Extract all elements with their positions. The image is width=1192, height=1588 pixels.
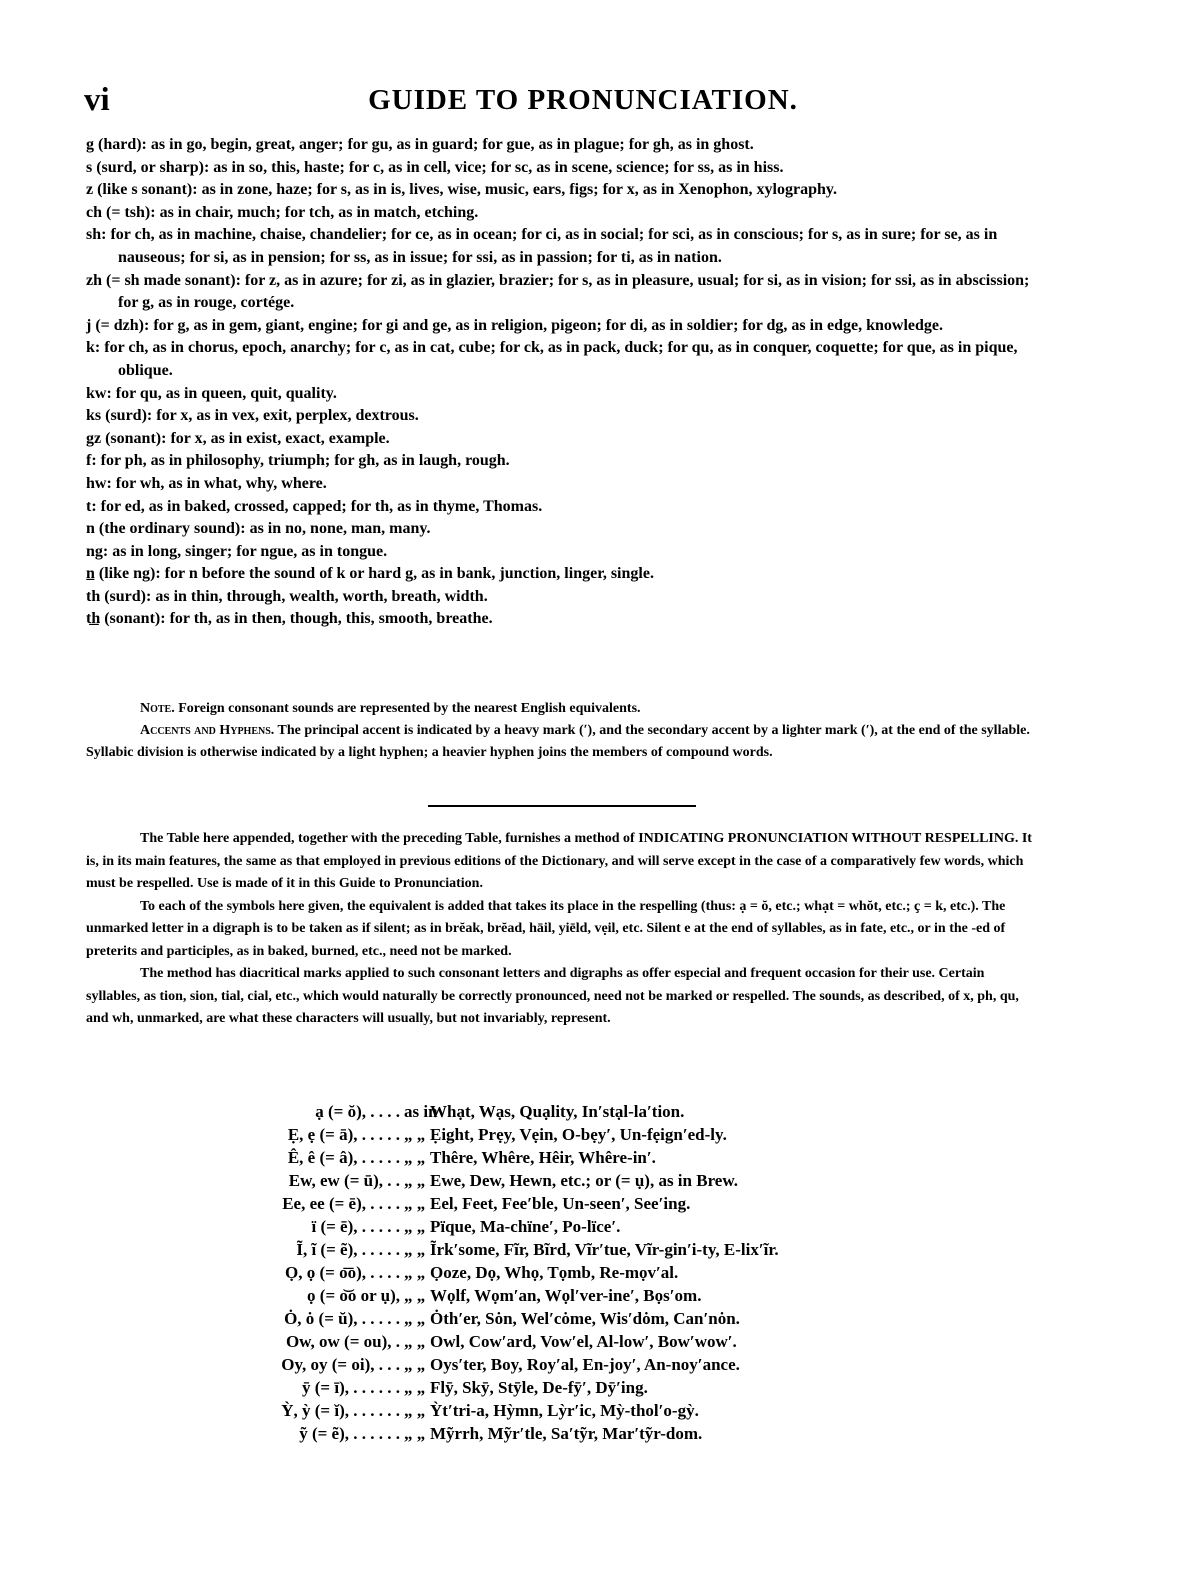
vowel-examples: Oys′ter, Boy, Roy′al, En-joy′, An-noy′ance. xyxy=(430,1355,740,1374)
rule-key: t: xyxy=(86,497,97,515)
vowel-symbol: ï (= ē), . . . . . xyxy=(311,1217,400,1236)
vowel-ditto: „ „ xyxy=(404,1240,426,1259)
vowel-row xyxy=(190,1307,970,1330)
rule-key: ks (surd): xyxy=(86,407,153,425)
vowel-ditto: „ „ xyxy=(404,1171,426,1190)
vowel-symbol: ạ (= ŏ), . . . . xyxy=(315,1102,400,1121)
vowel-examples: Owl, Cow′ard, Vow′el, Al-low′, Bow′wow′. xyxy=(430,1332,737,1351)
rule-key: ng: xyxy=(86,542,109,560)
rule-key: sh: xyxy=(86,226,107,244)
vowel-table xyxy=(190,1100,970,1445)
rule-key: ch (= tsh): xyxy=(86,203,156,221)
rule-item xyxy=(86,270,1041,315)
vowel-row xyxy=(190,1238,970,1261)
rule-text: for ed, as in baked, crossed, capped; for th, as in thyme, Thomas. xyxy=(100,497,543,515)
vowel-examples: Ȯth′er, Sȯn, Wel′cȯme, Wis′dȯm, Can′nȯn. xyxy=(430,1309,740,1328)
consonant-rules xyxy=(86,134,1041,631)
rule-text: for x, as in vex, exit, perplex, dextrous. xyxy=(156,407,419,425)
vowel-row xyxy=(190,1399,970,1422)
accents-label: Accents and Hyphens. xyxy=(140,723,275,738)
vowel-row xyxy=(190,1169,970,1192)
intro-section xyxy=(86,828,1038,1031)
vowel-examples: Ẹight, Prẹy, Vẹin, O-bẹy′, Un-fẹign′ed-ly. xyxy=(430,1125,727,1144)
rule-text: for wh, as in what, why, where. xyxy=(115,474,327,492)
vowel-ditto: „ „ xyxy=(404,1401,426,1420)
rule-item xyxy=(86,383,1041,406)
rule-key: hw: xyxy=(86,474,112,492)
rule-item xyxy=(86,315,1041,338)
rule-text: for x, as in exist, exact, example. xyxy=(170,429,390,447)
vowel-row xyxy=(190,1330,970,1353)
note-paragraph xyxy=(86,698,1038,720)
rule-text: as in long, singer; for ngue, as in tongue. xyxy=(112,542,388,560)
vowel-symbol: Oy, oy (= oi), . . . xyxy=(281,1355,400,1374)
vowel-symbol: Ẹ, ẹ (= ā), . . . . . xyxy=(287,1125,400,1144)
rule-item xyxy=(86,179,1041,202)
vowel-symbol: Ow, ow (= ou), . xyxy=(285,1332,400,1351)
vowel-examples: Pïque, Ma-chïne′, Po-lïce′. xyxy=(430,1217,621,1236)
vowel-ditto: „ „ xyxy=(404,1148,426,1167)
rule-item xyxy=(86,608,1041,631)
vowel-symbol: Ee, ee (= ē), . . . . xyxy=(282,1194,400,1213)
vowel-row xyxy=(190,1192,970,1215)
rule-key: zh (= sh made sonant): xyxy=(86,271,241,289)
rule-key: z (like s sonant): xyxy=(86,181,198,199)
vowel-ditto: „ „ xyxy=(404,1286,426,1305)
vowel-symbol: Ê, ê (= â), . . . . . xyxy=(287,1148,400,1167)
rule-item xyxy=(86,450,1041,473)
note-label: Note. xyxy=(140,701,175,716)
vowel-ditto: „ „ xyxy=(404,1125,426,1144)
rule-key: th (surd): xyxy=(86,587,152,605)
vowel-symbol: Ȯ, ȯ (= ŭ), . . . . . xyxy=(284,1309,400,1328)
vowel-symbol: ȳ (= ī), . . . . . . xyxy=(302,1378,400,1397)
section-divider xyxy=(428,805,696,807)
rule-text: for z, as in azure; for zi, as in glazier, brazier; for s, as in pleasure, usual; for si, as in vision; for ssi, as in abscission; for g, as in rouge, cortége. xyxy=(118,271,1030,312)
rule-key: f: xyxy=(86,452,97,470)
vowel-ditto: „ „ xyxy=(404,1424,426,1443)
vowel-examples: Ewe, Dew, Hewn, etc.; or (= ụ), as in Brew. xyxy=(430,1171,738,1190)
vowel-row xyxy=(190,1215,970,1238)
vowel-examples: Flȳ, Skȳ, Stȳle, De-fȳ′, Dȳ′ing. xyxy=(430,1378,648,1397)
vowel-row xyxy=(190,1422,970,1445)
rule-item xyxy=(86,428,1041,451)
vowel-ditto: „ „ xyxy=(404,1194,426,1213)
rule-item xyxy=(86,586,1041,609)
rule-text: for g, as in gem, giant, engine; for gi and ge, as in religion, pigeon; for di, as in soldier; for dg, as in edge, knowledge. xyxy=(153,316,943,334)
rule-item xyxy=(86,134,1041,157)
vowel-ditto: „ „ xyxy=(404,1309,426,1328)
vowel-row xyxy=(190,1376,970,1399)
rule-item xyxy=(86,405,1041,428)
vowel-symbol: Ew, ew (= ū), . . xyxy=(288,1171,400,1190)
rule-item xyxy=(86,563,1041,586)
rule-text: for ph, as in philosophy, triumph; for gh, as in laugh, rough. xyxy=(100,452,510,470)
vowel-symbol: Ĩ, ĩ (= ẽ), . . . . . xyxy=(296,1240,400,1259)
vowel-examples: Whạt, Wạs, Quạlity, In′stạl-la′tion. xyxy=(430,1102,685,1121)
rule-text: for th, as in then, though, this, smooth, breathe. xyxy=(169,610,493,628)
rule-key: n̲ (like ng): xyxy=(86,565,161,583)
vowel-symbol: Ỳ, ỳ (= ĭ), . . . . . . xyxy=(281,1401,400,1420)
rule-text: as in go, begin, great, anger; for gu, as in guard; for gue, as in plague; for gh, as in ghost. xyxy=(150,136,754,153)
rule-key: n (the ordinary sound): xyxy=(86,520,246,538)
vowel-symbol: Ọ, ọ (= o͞o), . . . . xyxy=(285,1263,400,1282)
rule-key: s (surd, or sharp): xyxy=(86,158,210,176)
vowel-ditto: as in xyxy=(404,1102,438,1121)
rule-key: t͟h (sonant): xyxy=(86,610,166,628)
vowel-examples: Ọoze, Dọ, Whọ, Tọmb, Re-mọv′al. xyxy=(430,1263,679,1282)
vowel-ditto: „ „ xyxy=(404,1263,426,1282)
rule-text: as in thin, through, wealth, worth, breath, width. xyxy=(155,587,488,605)
rule-text: as in so, this, haste; for c, as in cell, vice; for sc, as in scene, science; for ss, as in hiss. xyxy=(213,158,784,176)
vowel-examples: Thêre, Whêre, Hêir, Whêre-in′. xyxy=(430,1148,656,1167)
vowel-row xyxy=(190,1123,970,1146)
vowel-row xyxy=(190,1353,970,1376)
rule-item xyxy=(86,541,1041,564)
vowel-ditto: „ „ xyxy=(404,1332,426,1351)
rule-item xyxy=(86,496,1041,519)
rule-item xyxy=(86,224,1041,269)
rule-text: as in chair, much; for tch, as in match, etching. xyxy=(159,203,479,221)
rule-item xyxy=(86,157,1041,180)
rule-key: kw: xyxy=(86,384,112,402)
note-section xyxy=(86,698,1038,764)
rule-item xyxy=(86,473,1041,496)
rule-key: gz (sonant): xyxy=(86,429,167,447)
rule-text: for ch, as in chorus, epoch, anarchy; for c, as in cat, cube; for ck, as in pack, duck; for qu, as in conquer, coquette; for que, as in pique, oblique. xyxy=(104,339,1018,379)
vowel-examples: Mỹrrh, Mỹr′tle, Sa′tỹr, Mar′tỹr-dom. xyxy=(430,1424,703,1443)
rule-text: for n before the sound of k or hard g, as in bank, junction, linger, single. xyxy=(164,565,654,583)
vowel-examples: Ĩrk′some, Fĩr, Bĩrd, Vĩr′tue, Vĩr-gin′i-ty, E-lix′ĩr. xyxy=(430,1240,779,1259)
accents-paragraph xyxy=(86,720,1038,764)
page-number: vi xyxy=(84,82,110,118)
page-title: GUIDE TO PRONUNCIATION. xyxy=(368,84,798,116)
vowel-symbol: ỹ (= ẽ), . . . . . . xyxy=(299,1424,400,1443)
rule-key: g (hard): xyxy=(86,136,147,153)
intro-paragraph: The method has diacritical marks applied to such consonant letters and digraphs as offer especial and frequent occasion for their use. Certain syllables, as tion, sion, tial, cial, etc., which would naturally be correctly pronounced, need not be marked or respelled. The sounds, as described, of x, ph, qu, and wh, unmarked, are what these characters will usually, but not invariably, represent. xyxy=(86,966,1019,1026)
rule-key: k: xyxy=(86,339,101,357)
vowel-row xyxy=(190,1146,970,1169)
rule-text: as in zone, haze; for s, as in is, lives, wise, music, ears, figs; for x, as in Xenophon, xylography. xyxy=(201,181,837,199)
page-header xyxy=(84,82,1042,126)
vowel-symbol: ọ (= o͝o or ụ), xyxy=(307,1286,400,1305)
vowel-row xyxy=(190,1100,970,1123)
intro-paragraph: To each of the symbols here given, the equivalent is added that takes its place in the respelling (thus: ạ = ŏ, etc.; whạt = whŏt, etc.; ҫ = k, etc.). The unmarked letter in a digraph is to be taken as if silent; as in brĕak, brĕad, hāil, yiēld, vẹil, etc. Silent e at the end of syllables, as in fate, etc., or in the -ed of preterits and participles, as in baked, burned, etc., need not be marked. xyxy=(86,898,1006,959)
accents-text: The principal accent is indicated by a heavy mark (ʹ), and the secondary accent by a lighter mark (′), at the end of the syllable. Syllabic division is otherwise indicated by a light hyphen; a heavier hyphen joins the members of compound words. xyxy=(86,723,1030,760)
rule-text: for qu, as in queen, quit, quality. xyxy=(115,384,337,402)
vowel-row xyxy=(190,1261,970,1284)
vowel-ditto: „ „ xyxy=(404,1378,426,1397)
vowel-row xyxy=(190,1284,970,1307)
rule-text: for ch, as in machine, chaise, chandelier; for ce, as in ocean; for ci, as in social; for sci, as in conscious; for s, as in sure; for se, as in nauseous; for si, as in pension; for ss, as in issue; for ssi, as in passion; for ti, as in nation. xyxy=(110,226,998,266)
vowel-ditto: „ „ xyxy=(404,1355,426,1374)
vowel-examples: Wọlf, Wọm′an, Wọl′ver-ine′, Bọs′om. xyxy=(430,1286,702,1305)
note-text: Foreign consonant sounds are represented by the nearest English equivalents. xyxy=(178,701,641,716)
vowel-examples: Ỳt′tri-a, Hỳmn, Lỳr′ic, Mỳ-thol′o-gỳ. xyxy=(430,1401,699,1420)
intro-paragraph: The Table here appended, together with the preceding Table, furnishes a method of INDICATING PRONUNCIATION WITHOUT RESPELLING. It is, in its main features, the same as that employed in previous editions of the Dictionary, and will serve except in the case of a comparatively few words, which must be respelled. Use is made of it in this Guide to Pronunciation. xyxy=(86,831,1032,891)
rule-text: as in no, none, man, many. xyxy=(249,520,431,538)
rule-item xyxy=(86,202,1041,225)
rule-key: j (= dzh): xyxy=(86,316,150,334)
vowel-ditto: „ „ xyxy=(404,1217,426,1236)
vowel-examples: Eel, Feet, Fee′ble, Un-seen′, See′ing. xyxy=(430,1194,691,1213)
rule-item xyxy=(86,337,1041,382)
rule-item xyxy=(86,518,1041,541)
